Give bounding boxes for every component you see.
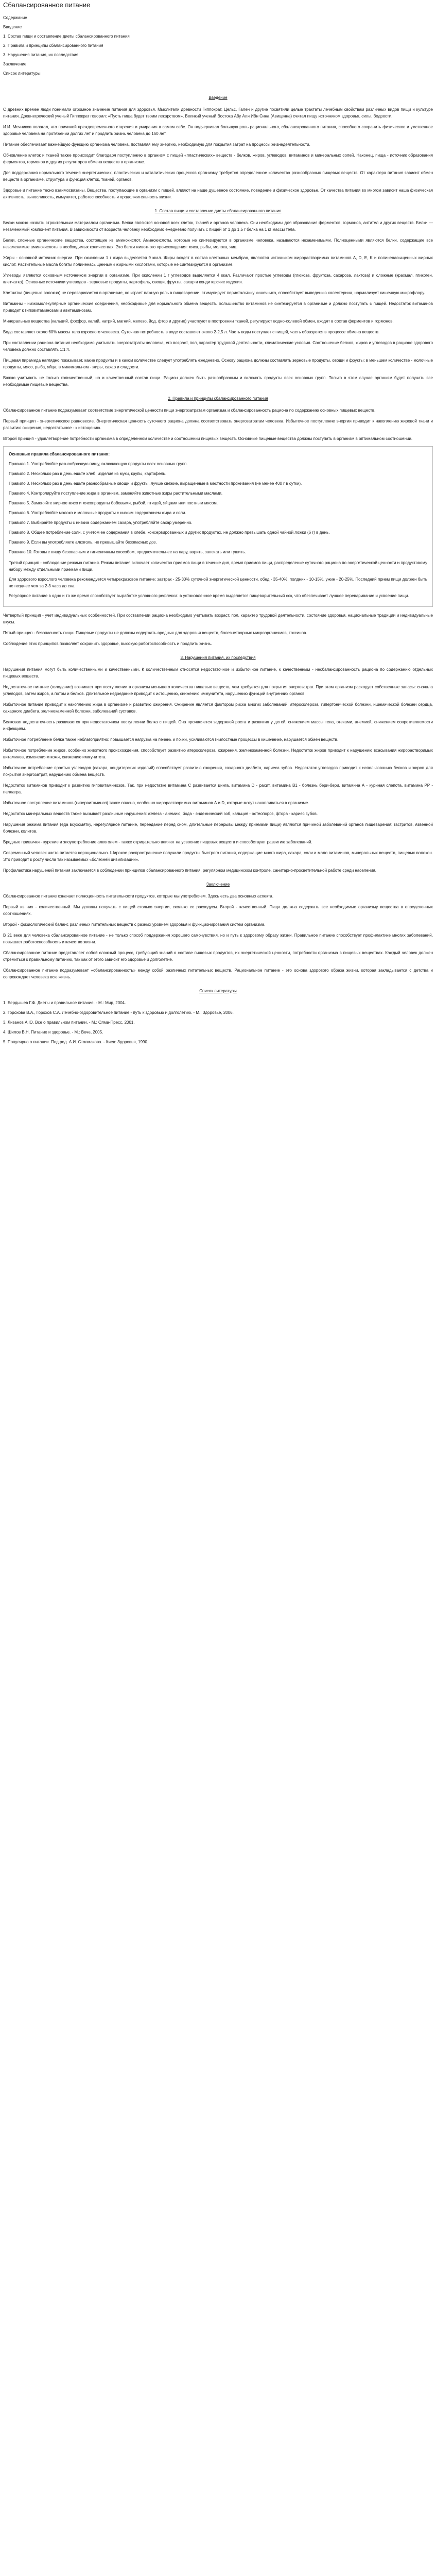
rule-item: Правило 9. Если вы употребляете алкоголь, не превышайте безопасных доз. (9, 540, 157, 545)
paragraph: Недостаток витаминов приводит к развитию гиповитаминозов. Так, при недостатке витамина С развивается цинга, витамина D - рахит, витамина В1 - болезнь бери-бери, витамина А - куриная слепота, витамина РР - пеллагра. (3, 783, 433, 794)
paragraph: Вода составляет около 60% массы тела взрослого человека. Суточная потребность в воде составляет около 2-2,5 л. Часть воды поступает с пищей, часть образуется в процессе обмена веществ. (3, 330, 380, 334)
rule-item: Правило 2. Несколько раз в день ешьте хлеб, изделия из муки, крупы, картофель. (9, 471, 167, 476)
paragraph: Для здорового взрослого человека рекомендуется четырехразовое питание: завтрак - 25-30% суточной энергетической ценности, обед - 35-40%, полдник - 10-15%, ужин - 20-25%. Последний прием пищи должен быть не позднее чем за 2-3 часа до сна. (9, 577, 427, 588)
rules-box (3, 446, 433, 607)
section-introduction (3, 94, 433, 200)
paragraph: Нарушения режима питания (еда всухомятку, нерегулярное питание, переедание перед сном, длительные перерывы между приемами пищи) являются причиной заболеваний органов пищеварения: гастритов, язвенной болезни, колитов. (3, 822, 433, 834)
paragraph: Избыточное поступление витаминов (гипервитаминоз) также опасно, особенно жирорастворимых витаминов А и D, которые могут накапливаться в организме. (3, 801, 309, 805)
paragraph: И.И. Мечников полагал, что причиной преждевременного старения и умирания в самом себе. Он подчеркивал большую роль рационального, сбалансированного питания, способного сохранить физическое и умственное здоровье человека на протяжении долгих лет и продлить жизнь человека до 150 лет. (3, 125, 433, 136)
paragraph: Избыточное потребление жиров, особенно животного происхождения, способствует развитию атеросклероза, ожирения, желчнокаменной болезни. Недостаток жиров приводит к нарушению всасывания жирорастворимых витаминов, изменениям кожи, снижению иммунитета. (3, 748, 433, 759)
paragraph: Сбалансированное питание означает полноценность питательности продуктов, которые мы употребляем. Здесь есть два основных аспекта. (3, 894, 274, 899)
paragraph: Жиры - основной источник энергии. При окислении 1 г жира выделяется 9 ккал. Жиры входят в состав клеточных мембран, являются источником жирорастворимых витаминов A, D, E, K и полиненасыщенных жирных кислот. Растительные масла богаты полиненасыщенными жирными кислотами, которые не синтезируются в организме. (3, 256, 433, 267)
toc-item: 2. Правила и принципы сбалансированного питания (3, 43, 103, 48)
section-literature (3, 988, 433, 1045)
paragraph: С древних времен люди понимали огромное значение питания для здоровья. Мыслители древности Гиппократ, Цельс, Гален и другие посвятили целые трактаты лечебным свойствам различных видов пищи и культуре питания. Древнегреческий ученый Гиппократ говорил: «Пусть пища будет твоим лекарством». Великий ученый Востока Абу Али Ибн Сина (Авиценна) считал пищу источником здоровья, силы, бодрости. (3, 107, 433, 118)
paragraph: Клетчатка (пищевые волокна) не переваривается в организме, но играет важную роль в пищеварении: стимулирует перистальтику кишечника, способствует выведению холестерина, нормализует кишечную микрофлору. (3, 291, 425, 295)
paragraph: Первый из них - количественный. Мы должны получать с пищей столько энергии, сколько ее расходуем. Второй - качественный. Пища должна содержать все необходимые организму вещества в определенных соотношениях. (3, 905, 433, 916)
paragraph: Избыточное питание приводит к накоплению жира в организме и развитию ожирения. Ожирение является фактором риска многих заболеваний: атеросклероза, гипертонической болезни, ишемической болезни сердца, сахарного диабета, желчнокаменной болезни, заболеваний суставов. (3, 702, 433, 714)
paragraph: В 21 веке для человека сбалансированное питание - не только способ поддержания хорошего самочувствия, но и путь к здоровому образу жизни. Правильное питание способствует профилактике многих заболеваний, повышает работоспособность и качество жизни. (3, 933, 433, 944)
section-heading: 1. Состав пищи и составление диеты сбалансированного питания (154, 209, 282, 213)
rule-item: Правило 4. Контролируйте поступление жира в организм, заменяйте животные жиры растительными маслами. (9, 491, 223, 496)
section-conclusion (3, 881, 433, 980)
literature-item: 2. Горохова В.А., Горохов С.А. Лечебно-оздоровительное питание - путь к здоровью и долголетию. - М.: Здоровье, 2006. (3, 1010, 234, 1015)
paragraph: Белки, сложные органические вещества, состоящие из аминокислот. Аминокислоты, которые не синтезируются в организме человека, называются незаменимыми. Полноценными являются белки, содержащие все незаменимые аминокислоты в необходимых количествах. Это белки животного происхождения: мяса, рыбы, молока, яиц. (3, 238, 433, 249)
paragraph: Недостаток минеральных веществ также вызывает различные нарушения: железа - анемию, йода - эндемический зоб, кальция - остеопороз, фтора - кариес зубов. (3, 811, 318, 816)
rule-item: Правило 10. Готовьте пищу безопасным и гигиеничным способом, предпочтительнее на пару, варить, запекать или тушить. (9, 550, 246, 554)
paragraph: Вредные привычки - курение и злоупотребление алкоголем - также отрицательно влияют на усвоение пищевых веществ и способствуют развитию заболеваний. (3, 840, 312, 844)
document-title: Сбалансированное питание (3, 1, 91, 9)
rule-item: Правило 5. Заменяйте жирное мясо и мясопродукты бобовыми, рыбой, птицей, яйцами или постным мясом. (9, 501, 218, 505)
paragraph: Обновление клеток и тканей также происходит благодаря поступлению в организм с пищей «пластических» веществ - белков, жиров, углеводов, витаминов и минеральных солей. Наконец, пища - источник образования ферментов, гормонов и других регуляторов обмена веществ в организме. (3, 153, 433, 164)
paragraph: Питание обеспечивает важнейшую функцию организма человека, поставляя ему энергию, необходимую для покрытия затрат на процессы жизнедеятельности. (3, 142, 310, 147)
paragraph: Сбалансированное питание подразумевает «сбалансированность» между собой различных питательных веществ. Рациональное питание - это основа здорового образа жизни, которая закладывается с детства и сопровождает человека всю жизнь. (3, 968, 433, 979)
literature-item: 5. Популярно о питании. Под ред. А.И. Столмакова. - Киев: Здоровья, 1990. (3, 1040, 149, 1044)
section-nutrition-disorders (3, 654, 433, 874)
section-heading: 3. Нарушения питания, их последствия (180, 655, 256, 660)
paragraph: Первый принцип - энергетическое равновесие. Энергетическая ценность суточного рациона должна соответствовать энергозатратам человека. Избыточное поступление энергии приводит к накоплению жировой ткани и развитию ожирения, недостаточное - к истощению. (3, 419, 433, 430)
toc-item: 3. Нарушения питания, их последствия (3, 53, 79, 57)
rule-item: Правило 8. Общее потребление соли, с учетом ее содержания в хлебе, консервированных и других продуктах, не должно превышать одной чайной ложки (6 г) в день. (9, 530, 330, 535)
paragraph: Белки можно назвать строительным материалом организма. Белки являются основой всех клеток, тканей и органов человека. Они необходимы для образования ферментов, гормонов, антител и других веществ. Белки — незаменимый компонент питания. В зависимости от возраста человеку необходимо ежедневно получать с пищей от 1 до 1,5 г белка на 1 кг массы тела. (3, 221, 433, 232)
literature-item: 4. Шилов В.Н. Питание и здоровье. - М.: Вече, 2005. (3, 1030, 103, 1035)
section-rules-principles (3, 395, 433, 647)
paragraph: Пищевая пирамида наглядно показывает, какие продукты и в каком количестве следует употреблять ежедневно. Основу рациона должны составлять зерновые продукты, овощи и фрукты; в меньшем количестве - молочные продукты, мясо, рыба, яйца; в минимальном - жиры, сахар и сладости. (3, 358, 433, 369)
paragraph: Углеводы являются основным источником энергии в организме. При окислении 1 г углеводов выделяется 4 ккал. Различают простые углеводы (глюкоза, фруктоза, сахароза, лактоза) и сложные (крахмал, гликоген, клетчатка). Основные источники углеводов - зерновые продукты, картофель, овощи, фрукты, сахар и кондитерские изделия. (3, 273, 433, 284)
paragraph: Пятый принцип - безопасность пищи. Пищевые продукты не должны содержать вредных для здоровья веществ, болезнетворных микроорганизмов, токсинов. (3, 631, 307, 635)
paragraph: Витамины - низкомолекулярные органические соединения, необходимые для нормального обмена веществ. Большинство витаминов не синтезируется в организме и должно поступать с пищей. Недостаток витаминов приводит к гиповитаминозам и авитаминозам. (3, 301, 433, 313)
paragraph: Профилактика нарушений питания заключается в соблюдении принципов сбалансированного питания, регулярном медицинском контроле, санитарно-просветительной работе среди населения. (3, 868, 377, 873)
rules-heading: Основные правила сбалансированного питания: (9, 452, 110, 456)
rules-list (9, 461, 427, 555)
section-heading: Заключение (206, 882, 230, 887)
paragraph: Третий принцип - соблюдение режима питания. Режим питания включает количество приемов пищи в течение дня, время приемов пищи, распределение суточного рациона по энергетической ценности и продуктовому набору между отдельными приемами пищи. (9, 561, 427, 572)
section-heading: Список литературы (199, 989, 237, 993)
rule-item: Правило 6. Употребляйте молоко и молочные продукты с низким содержанием жира и соли. (9, 511, 186, 515)
paragraph: Важно учитывать не только количественный, но и качественный состав пищи. Рацион должен быть разнообразным и включать продукты всех основных групп. Только в этом случае организм будет получать все необходимые пищевые вещества. (3, 376, 433, 387)
toc-heading: Содержание (3, 15, 27, 20)
toc-item: Список литературы (3, 71, 41, 76)
paragraph: Соблюдение этих принципов позволяет сохранить здоровье, высокую работоспособность и продлить жизнь. (3, 641, 212, 646)
toc-item: Заключение (3, 62, 27, 66)
paragraph: Недостаточное питание (голодание) возникает при поступлении в организм меньшего количества пищевых веществ, чем требуется для покрытия энергозатрат. При этом организм расходует собственные запасы: сначала углеводов, затем жиров, а потом и белков. Длительное недоедание приводит к истощению, снижению иммунитета, нарушению функций внутренних органов. (3, 685, 433, 696)
section-heading: 2. Правила и принципы сбалансированного питания (168, 396, 268, 401)
paragraph: Второй принцип - удовлетворение потребности организма в определенном количестве и соотношении пищевых веществ. Основные пищевые вещества должны поступать в организм в оптимальном соотношении. (3, 436, 413, 441)
paragraph: Регулярное питание в одно и то же время способствует выработке условного рефлекса: в установленное время выделяется пищеварительный сок, что обеспечивает лучшее переваривание и усвоение пищи. (9, 594, 409, 598)
toc-item: 1. Состав пищи и составление диеты сбалансированного питания (3, 34, 130, 39)
paragraph: Современный человек часто питается нерационально. Широкое распространение получили продукты быстрого питания, содержащие много жира, сахара, соли и мало витаминов, минеральных веществ, пищевых волокон. Это приводит к росту числа так называемых «болезней цивилизации». (3, 851, 433, 862)
literature-item: 1. Бердышев Г.Ф. Диеты и правильное питание. - М.: Мир, 2004. (3, 1001, 126, 1005)
paragraph: Сбалансированное питание представляет собой сложный процесс, требующий знаний о составе пищевых продуктов, их энергетической ценности, потребности организма в пищевых веществах. Каждый человек должен стремиться к правильному питанию, так как от этого зависит его здоровье и долголетие. (3, 951, 433, 962)
literature-item: 3. Лизанов А.Ю. Все о правильном питании. - М.: Олма-Пресс, 2001. (3, 1020, 135, 1025)
toc-list (3, 24, 433, 77)
table-of-contents (3, 14, 433, 77)
paragraph: Избыточное потребление простых углеводов (сахара, кондитерских изделий) способствует развитию ожирения, сахарного диабета, кариеса зубов. Недостаток углеводов приводит к использованию белков и жиров для покрытия энергозатрат, нарушению обмена веществ. (3, 766, 433, 777)
paragraph: Белковая недостаточность развивается при недостаточном поступлении белка с пищей. Она проявляется задержкой роста и развития у детей, снижением массы тела, отеками, анемией, снижением сопротивляемости инфекциям. (3, 720, 433, 731)
rule-item: Правило 7. Выбирайте продукты с низким содержанием сахара, употребляйте сахар умеренно. (9, 520, 193, 525)
paragraph: Избыточное потребление белка также неблагоприятно: повышается нагрузка на печень и почки, усиливаются гнилостные процессы в кишечнике, нарушается обмен веществ. (3, 737, 339, 742)
literature-list (3, 999, 433, 1045)
rule-item: Правило 1. Употребляйте разнообразную пищу, включающую продукты всех основных групп. (9, 462, 188, 466)
paragraph: При составлении рациона питания необходимо учитывать энергозатраты человека, его возраст, пол, характер трудовой деятельности, климатические условия. Соотношение белков, жиров и углеводов в рационе здорового человека должно составлять 1:1:4. (3, 341, 433, 352)
section-food-composition (3, 208, 433, 388)
paragraph: Сбалансированное питание подразумевает соответствие энергетической ценности пищи энергозатратам организма и сбалансированность рациона по содержанию основных пищевых веществ. (3, 408, 376, 413)
paragraph: Здоровье и питание тесно взаимосвязаны. Вещества, поступающие в организм с пищей, влияют на наше душевное состояние, поведение и физическое здоровье. От качества питания во многом зависит наша физическая активность, выносливость, иммунитет, работоспособность и продолжительность жизни. (3, 188, 433, 199)
section-heading: Введение (208, 95, 228, 100)
paragraph: Второй - физиологический баланс различных питательных веществ с разных уровнем здоровья и функционирования систем организма. (3, 922, 266, 927)
paragraph: Минеральные вещества (кальций, фосфор, калий, натрий, магний, железо, йод, фтор и другие) участвуют в построении тканей, регулируют водно-солевой обмен, входят в состав ферментов и гормонов. (3, 319, 394, 324)
toc-item: Введение (3, 25, 22, 29)
paragraph: Для поддержания нормального течения энергетических, пластических и каталитических процессов организму требуется определенное количество разнообразных пищевых веществ. От характера питания зависит обмен веществ в организме, структура и функция клеток, тканей, органов. (3, 171, 433, 182)
paragraph: Нарушения питания могут быть количественными и качественными. К количественным относятся недостаточное и избыточное питание, к качественным - несбалансированность рациона по содержанию отдельных пищевых веществ. (3, 667, 433, 679)
rule-item: Правило 3. Несколько раз в день ешьте разнообразные овощи и фрукты, лучше свежие, выращенные в местности проживания (не менее 400 г в сутки). (9, 481, 302, 486)
paragraph: Четвертый принцип - учет индивидуальных особенностей. При составлении рациона необходимо учитывать возраст, пол, характер трудовой деятельности, состояние здоровья, национальные традиции и индивидуальные вкусы. (3, 613, 433, 624)
